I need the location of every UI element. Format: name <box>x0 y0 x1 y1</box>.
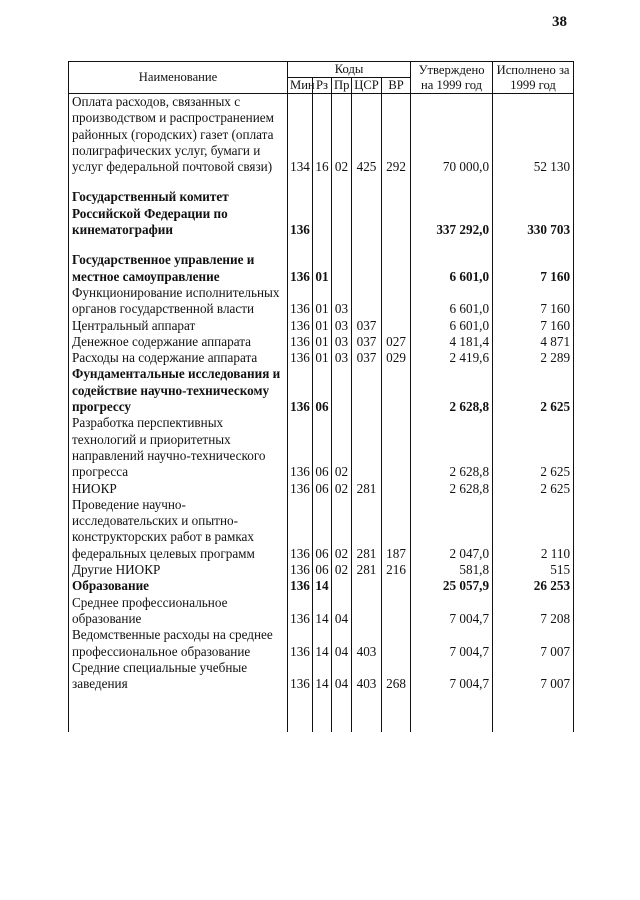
cell-vr <box>382 285 411 318</box>
cell-executed: 2 625 <box>493 415 574 480</box>
cell-pr <box>332 175 352 238</box>
cell-rz: 01 <box>313 334 332 350</box>
cell-rz: 01 <box>313 285 332 318</box>
cell-pr: 02 <box>332 94 352 176</box>
header-min: Мин <box>288 78 313 94</box>
cell-min: 136 <box>288 627 313 660</box>
cell-approved: 2 628,8 <box>411 415 493 480</box>
table-row <box>69 627 574 660</box>
cell-executed: 7 160 <box>493 318 574 334</box>
cell-name: Другие НИОКР <box>69 562 288 578</box>
cell-approved: 7 004,7 <box>411 627 493 660</box>
cell-rz: 01 <box>313 238 332 285</box>
cell-vr: 268 <box>382 660 411 693</box>
table-row <box>69 318 574 334</box>
cell-executed: 4 871 <box>493 334 574 350</box>
cell-csr <box>352 366 382 415</box>
cell-csr <box>352 578 382 594</box>
cell-approved: 2 628,8 <box>411 366 493 415</box>
cell-vr: 029 <box>382 350 411 366</box>
cell-name: Разработка перспективных технологий и приоритетных направлений научно-технического прогресса <box>69 415 288 480</box>
table-row <box>69 94 574 176</box>
header-rz: Рз <box>313 78 332 94</box>
cell-name: Среднее профессиональное образование <box>69 595 288 628</box>
header-name: Наименование <box>69 62 288 94</box>
cell-executed: 26 253 <box>493 578 574 594</box>
header-executed: Исполнено за 1999 год <box>493 62 574 94</box>
cell-csr: 037 <box>352 318 382 334</box>
cell-vr: 292 <box>382 94 411 176</box>
cell-vr <box>382 175 411 238</box>
cell-pr: 02 <box>332 497 352 562</box>
cell-rz: 06 <box>313 366 332 415</box>
cell-approved: 7 004,7 <box>411 660 493 693</box>
cell-min: 136 <box>288 318 313 334</box>
cell-min: 136 <box>288 660 313 693</box>
cell-name: Проведение научно-исследовательских и опытно-конструкторских работ в рамках федеральных целевых программ <box>69 497 288 562</box>
cell-rz: 06 <box>313 481 332 497</box>
table-filler-row <box>69 692 574 732</box>
cell-name: Средние специальные учебные заведения <box>69 660 288 693</box>
cell-pr: 04 <box>332 595 352 628</box>
cell-pr: 02 <box>332 415 352 480</box>
cell-vr: 216 <box>382 562 411 578</box>
cell-rz: 01 <box>313 318 332 334</box>
cell-csr: 037 <box>352 350 382 366</box>
cell-vr <box>382 578 411 594</box>
cell-pr: 03 <box>332 350 352 366</box>
cell-name: НИОКР <box>69 481 288 497</box>
cell-executed: 330 703 <box>493 175 574 238</box>
empty-cell <box>493 692 574 732</box>
cell-approved: 2 047,0 <box>411 497 493 562</box>
cell-executed: 2 625 <box>493 481 574 497</box>
table-row <box>69 366 574 415</box>
cell-min: 136 <box>288 562 313 578</box>
cell-min: 136 <box>288 238 313 285</box>
cell-min: 136 <box>288 350 313 366</box>
cell-csr <box>352 415 382 480</box>
cell-approved: 25 057,9 <box>411 578 493 594</box>
empty-cell <box>411 692 493 732</box>
cell-pr: 02 <box>332 481 352 497</box>
cell-csr: 281 <box>352 562 382 578</box>
empty-cell <box>313 692 332 732</box>
header-codes: Коды <box>288 62 411 78</box>
cell-name: Государственный комитет Российской Федерации по кинематографии <box>69 175 288 238</box>
cell-rz: 06 <box>313 415 332 480</box>
cell-min: 136 <box>288 481 313 497</box>
cell-approved: 6 601,0 <box>411 238 493 285</box>
cell-csr: 425 <box>352 94 382 176</box>
budget-table <box>68 61 574 732</box>
empty-cell <box>69 692 288 732</box>
table-row <box>69 334 574 350</box>
table-row <box>69 415 574 480</box>
table-row <box>69 497 574 562</box>
cell-executed: 7 160 <box>493 285 574 318</box>
cell-name: Образование <box>69 578 288 594</box>
cell-csr: 281 <box>352 497 382 562</box>
cell-name: Государственное управление и местное самоуправление <box>69 238 288 285</box>
cell-name: Расходы на содержание аппарата <box>69 350 288 366</box>
cell-executed: 7 160 <box>493 238 574 285</box>
cell-vr: 187 <box>382 497 411 562</box>
table-body <box>69 94 574 733</box>
table-row <box>69 238 574 285</box>
cell-rz: 14 <box>313 578 332 594</box>
table-row <box>69 562 574 578</box>
cell-pr <box>332 366 352 415</box>
cell-csr <box>352 595 382 628</box>
header-pr: Пр <box>332 78 352 94</box>
cell-vr <box>382 238 411 285</box>
cell-csr <box>352 175 382 238</box>
cell-name: Фундаментальные исследования и содействие научно-техническому прогрессу <box>69 366 288 415</box>
cell-approved: 70 000,0 <box>411 94 493 176</box>
cell-csr: 281 <box>352 481 382 497</box>
table-row <box>69 595 574 628</box>
cell-approved: 4 181,4 <box>411 334 493 350</box>
cell-min: 136 <box>288 334 313 350</box>
header-vr: ВР <box>382 78 411 94</box>
cell-name: Оплата расходов, связанных с производством и распространением районных (городских) газет (оплата полиграфических услуг, бумаги и услуг федеральной почтовой связи) <box>69 94 288 176</box>
cell-min: 136 <box>288 497 313 562</box>
cell-csr: 403 <box>352 627 382 660</box>
cell-name: Центральный аппарат <box>69 318 288 334</box>
cell-min: 136 <box>288 595 313 628</box>
cell-csr <box>352 238 382 285</box>
cell-executed: 2 625 <box>493 366 574 415</box>
cell-approved: 337 292,0 <box>411 175 493 238</box>
cell-min: 134 <box>288 94 313 176</box>
cell-vr <box>382 627 411 660</box>
empty-cell <box>352 692 382 732</box>
cell-vr <box>382 595 411 628</box>
cell-vr <box>382 318 411 334</box>
header-row-top <box>69 62 574 78</box>
cell-rz: 14 <box>313 595 332 628</box>
empty-cell <box>288 692 313 732</box>
cell-executed: 2 289 <box>493 350 574 366</box>
cell-min: 136 <box>288 415 313 480</box>
table-row <box>69 660 574 693</box>
cell-rz: 14 <box>313 660 332 693</box>
cell-min: 136 <box>288 578 313 594</box>
cell-name: Ведомственные расходы на среднее профессиональное образование <box>69 627 288 660</box>
header-csr: ЦСР <box>352 78 382 94</box>
cell-approved: 6 601,0 <box>411 318 493 334</box>
table-row <box>69 285 574 318</box>
cell-rz: 06 <box>313 497 332 562</box>
cell-min: 136 <box>288 366 313 415</box>
table-row <box>69 175 574 238</box>
cell-min: 136 <box>288 285 313 318</box>
cell-csr <box>352 285 382 318</box>
cell-pr: 02 <box>332 562 352 578</box>
cell-rz: 06 <box>313 562 332 578</box>
cell-approved: 6 601,0 <box>411 285 493 318</box>
cell-min: 136 <box>288 175 313 238</box>
cell-executed: 52 130 <box>493 94 574 176</box>
cell-vr: 027 <box>382 334 411 350</box>
page-number: 38 <box>552 14 567 30</box>
cell-csr: 403 <box>352 660 382 693</box>
cell-rz: 16 <box>313 94 332 176</box>
cell-executed: 7 007 <box>493 627 574 660</box>
cell-executed: 7 208 <box>493 595 574 628</box>
cell-executed: 515 <box>493 562 574 578</box>
cell-vr <box>382 366 411 415</box>
cell-name: Денежное содержание аппарата <box>69 334 288 350</box>
cell-pr: 03 <box>332 318 352 334</box>
cell-pr: 03 <box>332 334 352 350</box>
empty-cell <box>382 692 411 732</box>
header-approved: Утверждено на 1999 год <box>411 62 493 94</box>
cell-approved: 2 628,8 <box>411 481 493 497</box>
cell-vr <box>382 415 411 480</box>
cell-rz: 01 <box>313 350 332 366</box>
table-row <box>69 578 574 594</box>
cell-rz: 14 <box>313 627 332 660</box>
cell-csr: 037 <box>352 334 382 350</box>
empty-cell <box>332 692 352 732</box>
cell-approved: 581,8 <box>411 562 493 578</box>
cell-rz <box>313 175 332 238</box>
cell-pr <box>332 238 352 285</box>
table-row <box>69 481 574 497</box>
cell-executed: 2 110 <box>493 497 574 562</box>
cell-vr <box>382 481 411 497</box>
cell-approved: 2 419,6 <box>411 350 493 366</box>
cell-pr: 04 <box>332 660 352 693</box>
cell-pr: 04 <box>332 627 352 660</box>
cell-pr: 03 <box>332 285 352 318</box>
cell-name: Функционирование исполнительных органов государственной власти <box>69 285 288 318</box>
table-row <box>69 350 574 366</box>
cell-pr <box>332 578 352 594</box>
cell-executed: 7 007 <box>493 660 574 693</box>
cell-approved: 7 004,7 <box>411 595 493 628</box>
